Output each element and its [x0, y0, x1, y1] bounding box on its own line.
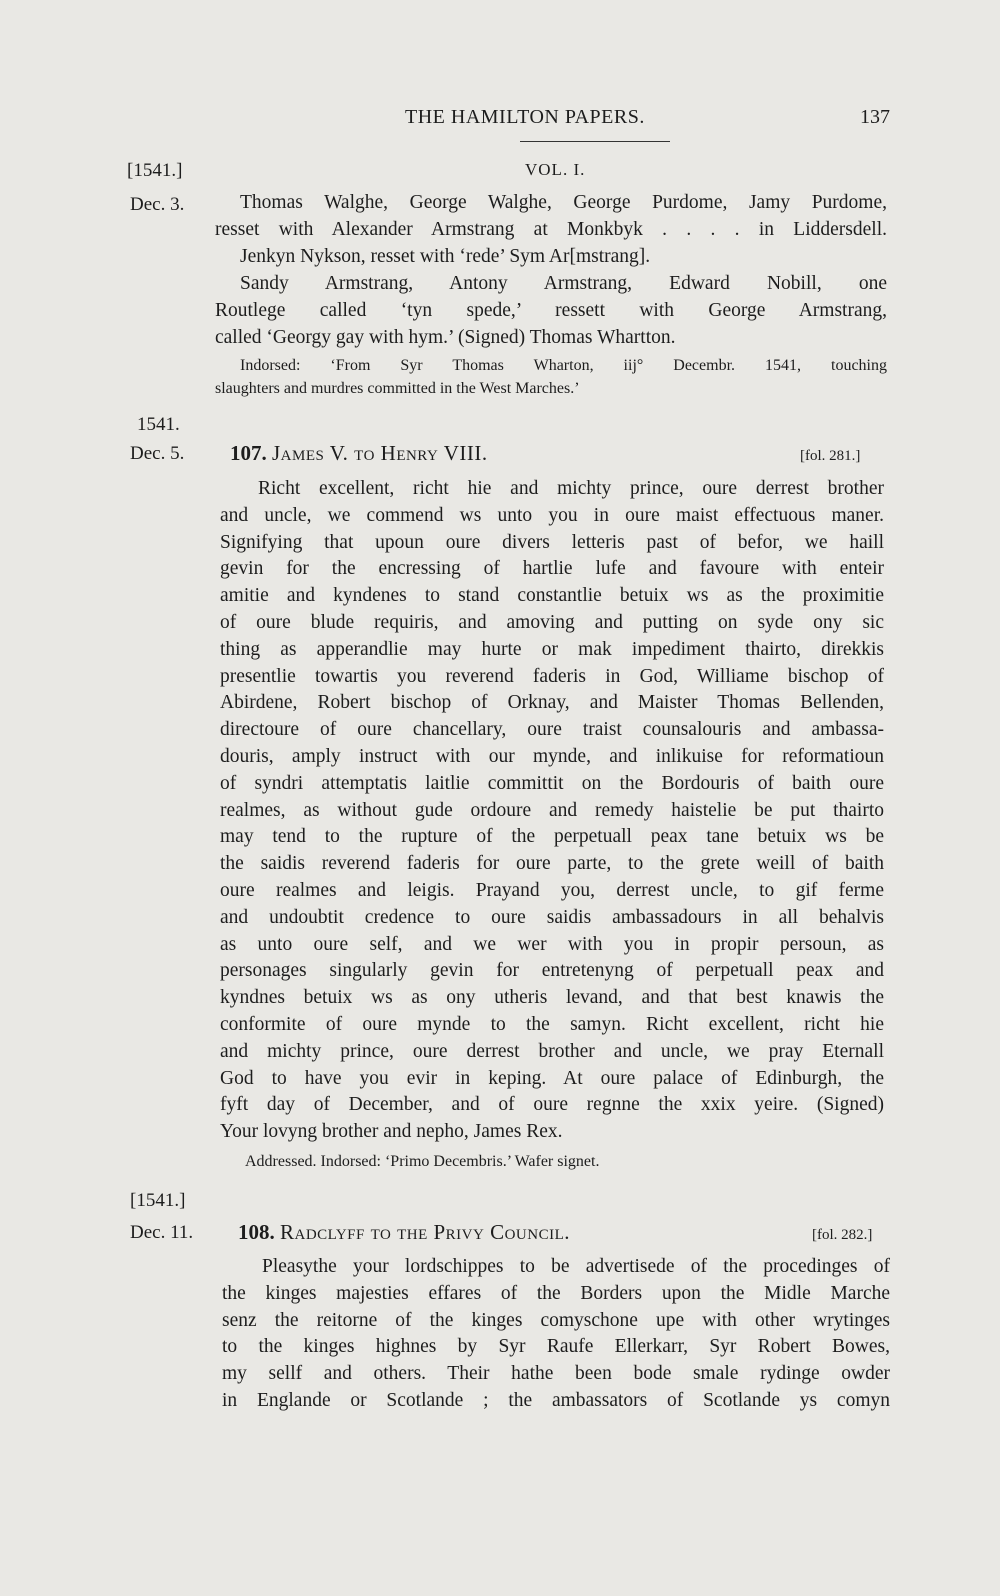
text-line: of syndri attemptatis laitlie committit on the Bordouris of baith oure: [220, 772, 884, 794]
letter-title: Radclyff to the Privy Council.: [280, 1220, 570, 1244]
text-line: and undoubtit credence to oure saidis ambassadours in all behalvis: [220, 906, 884, 928]
text-line: resset with Alexander Armstrang at Monkbyk . . . . in Liddersdell.: [215, 219, 887, 240]
running-header-title: THE HAMILTON PAPERS.: [405, 106, 645, 128]
text-line: oure realmes and leigis. Prayand you, derrest uncle, to gif ferme: [220, 880, 884, 901]
letter-number: 107.: [230, 441, 267, 465]
volume-label: VOL. I.: [525, 160, 586, 179]
margin-date: Dec. 5.: [130, 443, 185, 464]
text-line: my sellf and others. Their hathe been bode smale rydinge owder: [222, 1363, 890, 1385]
margin-year: 1541.: [137, 414, 180, 435]
text-line: may tend to the rupture of the perpetuall peax tane betuix ws be: [220, 826, 884, 848]
text-line: personages singularly gevin for entretenyng of perpetuall peax and: [220, 960, 884, 982]
text-line: to the kinges highnes by Syr Raufe Ellerkarr, Syr Robert Bowes,: [222, 1336, 890, 1358]
text-line: as unto oure self, and we wer with you in propir persoun, as: [220, 933, 884, 955]
folio-reference: [fol. 281.]: [800, 448, 861, 464]
text-line: douris, amply instruct with our mynde, and inlikuise for reformatioun: [220, 746, 884, 767]
text-line: and michty prince, oure derrest brother and uncle, we pray Eternall: [220, 1040, 884, 1062]
letter-heading: [230, 441, 488, 466]
text-line: God to have you evir in keping. At oure palace of Edinburgh, the: [220, 1067, 884, 1089]
margin-year: [1541.]: [127, 160, 183, 181]
letter-heading: [238, 1220, 570, 1245]
text-line: Richt excellent, richt hie and michty prince, oure derrest brother: [258, 478, 884, 499]
text-line: conformite of oure mynde to the samyn. Richt excellent, richt hie: [220, 1014, 884, 1035]
text-line: in Englande or Scotlande ; the ambassators of Scotlande ys comyn: [222, 1390, 890, 1411]
text-line: amitie and kyndenes to stand constantlie betuix ws as the proximitie: [220, 585, 884, 607]
text-line: fyft day of December, and of oure regnne the xxix yeire. (Signed): [220, 1094, 884, 1116]
letter-title: James V. to Henry VIII.: [272, 441, 488, 465]
text-line: kyndnes betuix ws as ony utheris levand, and that best knawis the: [220, 987, 884, 1009]
folio-reference: [fol. 282.]: [812, 1227, 873, 1243]
text-line: Pleasythe your lordschippes to be advertisede of the procedinges of: [262, 1256, 890, 1277]
text-line: directoure of oure chancellary, oure traist counsalouris and ambassa-: [220, 719, 884, 741]
header-rule: [520, 141, 670, 142]
addressed-note: Addressed. Indorsed: ‘Primo Decembris.’ Wafer signet.: [245, 1153, 600, 1170]
text-line: the kinges majesties effares of the Borders upon the Midle Marche: [222, 1282, 890, 1304]
text-line: Your lovyng brother and nepho, James Rex.: [220, 1121, 563, 1143]
letter-number: 108.: [238, 1220, 275, 1244]
text-line: Signifying that upoun oure divers letteris past of befor, we haill: [220, 531, 884, 553]
text-line: called ‘Georgy gay with hym.’ (Signed) Thomas Whartton.: [215, 327, 676, 348]
text-line: Abirdene, Robert bischop of Orknay, and Maister Thomas Bellenden,: [220, 692, 884, 714]
text-line: of oure blude requiris, and amoving and putting on syde ony sic: [220, 612, 884, 633]
indorsement-line: Indorsed: ‘From Syr Thomas Wharton, iij° Decembr. 1541, touching: [240, 357, 887, 374]
margin-date: Dec. 3.: [130, 194, 185, 215]
text-line: thing as apperandlie may hurte or mak impediment thairto, direkkis: [220, 638, 884, 660]
text-line: and uncle, we commend ws unto you in oure maist effectuous maner.: [220, 504, 884, 526]
margin-year: [1541.]: [130, 1190, 186, 1211]
text-line: presentlie towartis you reverend faderis in God, Williame bischop of: [220, 665, 884, 687]
text-line: realmes, as without gude ordoure and remedy haistelie be put thairto: [220, 799, 884, 821]
page-number: 137: [860, 106, 890, 128]
margin-date: Dec. 11.: [130, 1222, 194, 1243]
text-line: Routlege called ‘tyn spede,’ ressett with George Armstrang,: [215, 300, 887, 321]
text-line: Jenkyn Nykson, resset with ‘rede’ Sym Ar[mstrang].: [240, 246, 651, 267]
text-line: gevin for the encressing of hartlie lufe and favoure with enteir: [220, 558, 884, 580]
text-line: Sandy Armstrang, Antony Armstrang, Edward Nobill, one: [240, 273, 887, 294]
text-line: the saidis reverend faderis for oure parte, to the grete weill of baith: [220, 853, 884, 875]
text-line: Thomas Walghe, George Walghe, George Purdome, Jamy Purdome,: [240, 192, 887, 213]
indorsement-line: slaughters and murdres committed in the West Marches.’: [215, 380, 580, 397]
text-line: senz the reitorne of the kinges comyschone upe with other wrytinges: [222, 1309, 890, 1331]
